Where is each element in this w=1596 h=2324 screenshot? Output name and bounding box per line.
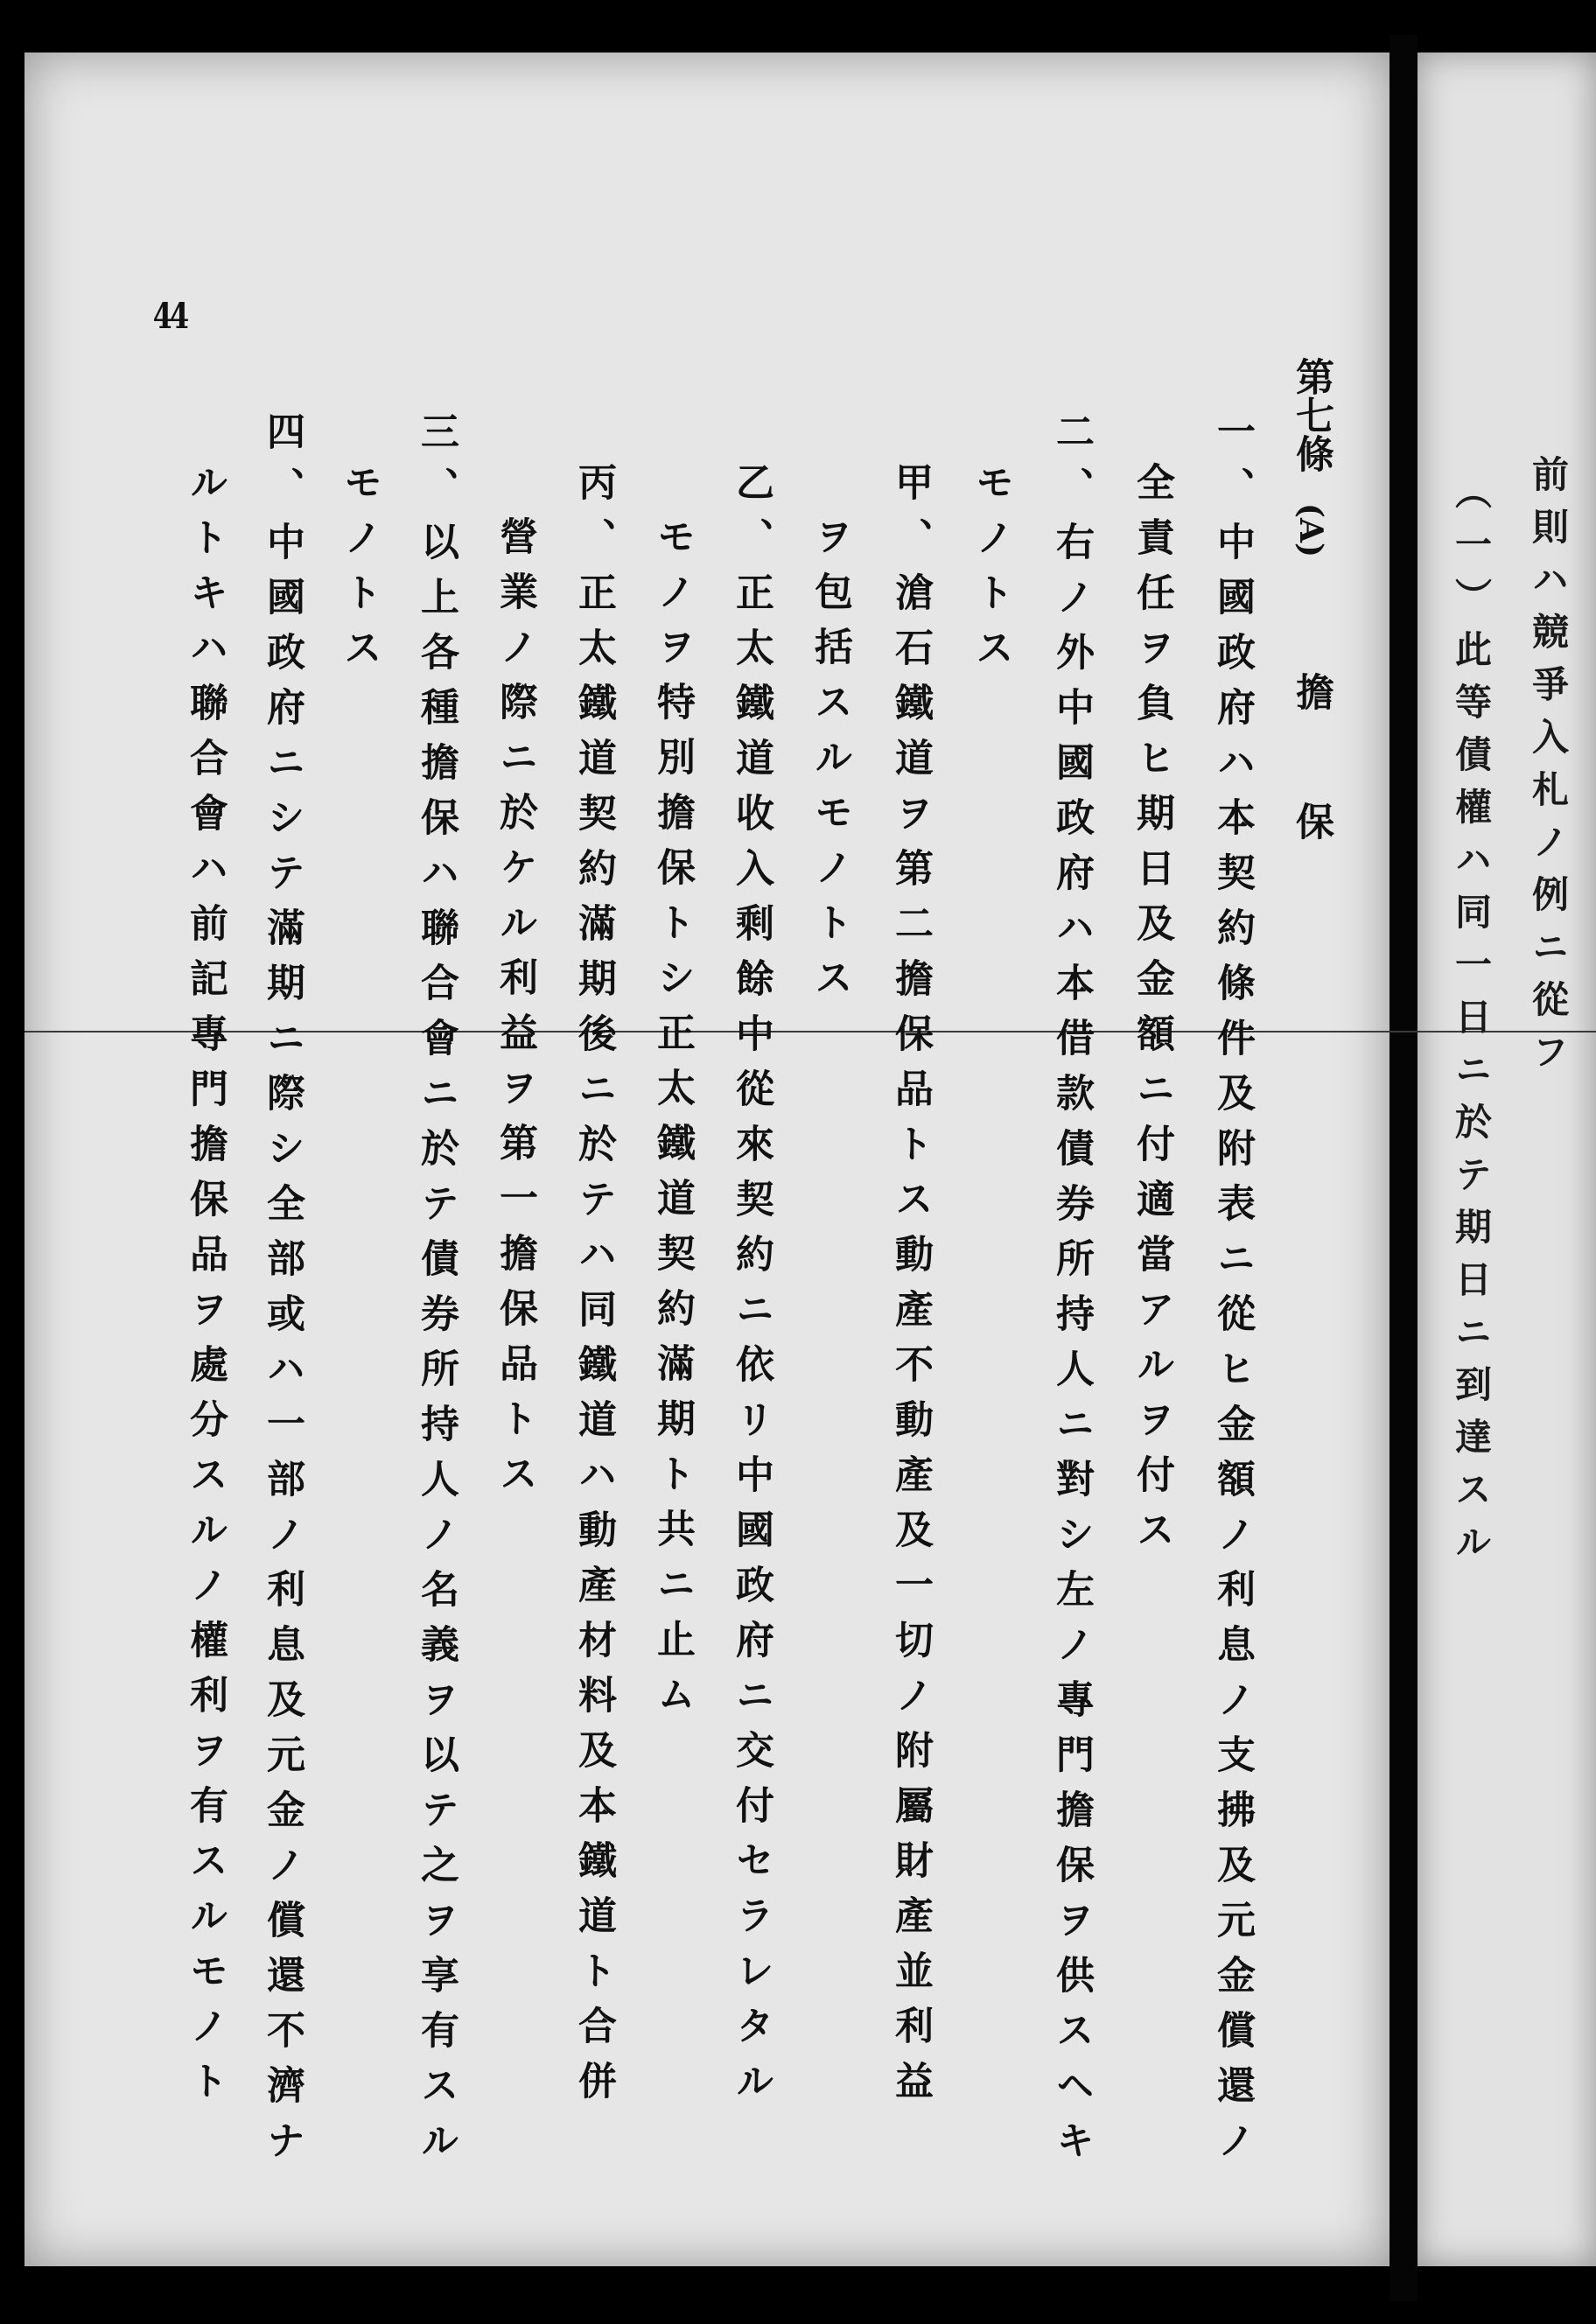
book-binding-gutter xyxy=(1390,35,1418,2301)
right-page-column-1: 前則ハ競爭入札ノ例ニ從フ xyxy=(1527,455,1570,1085)
text-column-1: 一、中國政府ハ本契約條件及附表ニ從ヒ金額ノ利息ノ支拂及元金償還ノ xyxy=(1210,411,1255,2175)
text-column-12: モノトス xyxy=(337,462,382,682)
text-column-7: 乙、正太鐵道收入剩餘中從來契約ニ依リ中國政府ニ交付セラレタル xyxy=(729,462,774,2116)
article-marker: (A) xyxy=(1292,503,1329,558)
text-column-14: ルトキハ聯合會ハ前記專門擔保品ヲ處分スルノ權利ヲ有スルモノト xyxy=(183,462,228,2116)
right-page-partial xyxy=(1418,52,1596,2266)
text-column-6: ヲ包括スルモノトス xyxy=(808,516,852,1012)
text-column-8: モノヲ特別擔保トシ正太鐵道契約滿期ト共ニ止ム xyxy=(650,516,695,1729)
text-column-5: 甲、滄石鐵道ヲ第二擔保品トス動產不動產及一切ノ附屬財產並利益 xyxy=(888,462,933,2116)
text-column-4: モノトス xyxy=(969,462,1013,682)
article-number: 第七條 xyxy=(1289,357,1334,472)
text-column-11: 三、以上各種擔保ハ聯合會ニ於テ債券所持人ノ名義ヲ以テ之ヲ享有スル xyxy=(414,411,458,2175)
text-column-3: 二、右ノ外中國政府ハ本借款債券所持人ニ對シ左ノ專門擔保ヲ供スヘキ xyxy=(1049,411,1094,2175)
page-number: 44 xyxy=(152,296,186,337)
text-column-9: 丙、正太鐵道契約滿期後ニ於テハ同鐵道ハ動產材料及本鐵道ト合併 xyxy=(571,462,616,2116)
article-title: 擔 保 xyxy=(1289,671,1334,866)
article-heading xyxy=(1289,357,1334,866)
right-page-column-2: （一）此等債權ハ同一日ニ於テ期日ニ到達スル xyxy=(1450,472,1493,1575)
text-column-10: 營業ノ際ニ於ケル利益ヲ第一擔保品トス xyxy=(493,516,537,1508)
text-column-2: 全責任ヲ負ヒ期日及金額ニ付適當アルヲ付ス xyxy=(1130,462,1174,1564)
left-page xyxy=(24,52,1390,2266)
text-column-13: 四、中國政府ニシテ滿期ニ際シ全部或ハ一部ノ利息及元金ノ償還不濟ナ xyxy=(260,411,304,2175)
